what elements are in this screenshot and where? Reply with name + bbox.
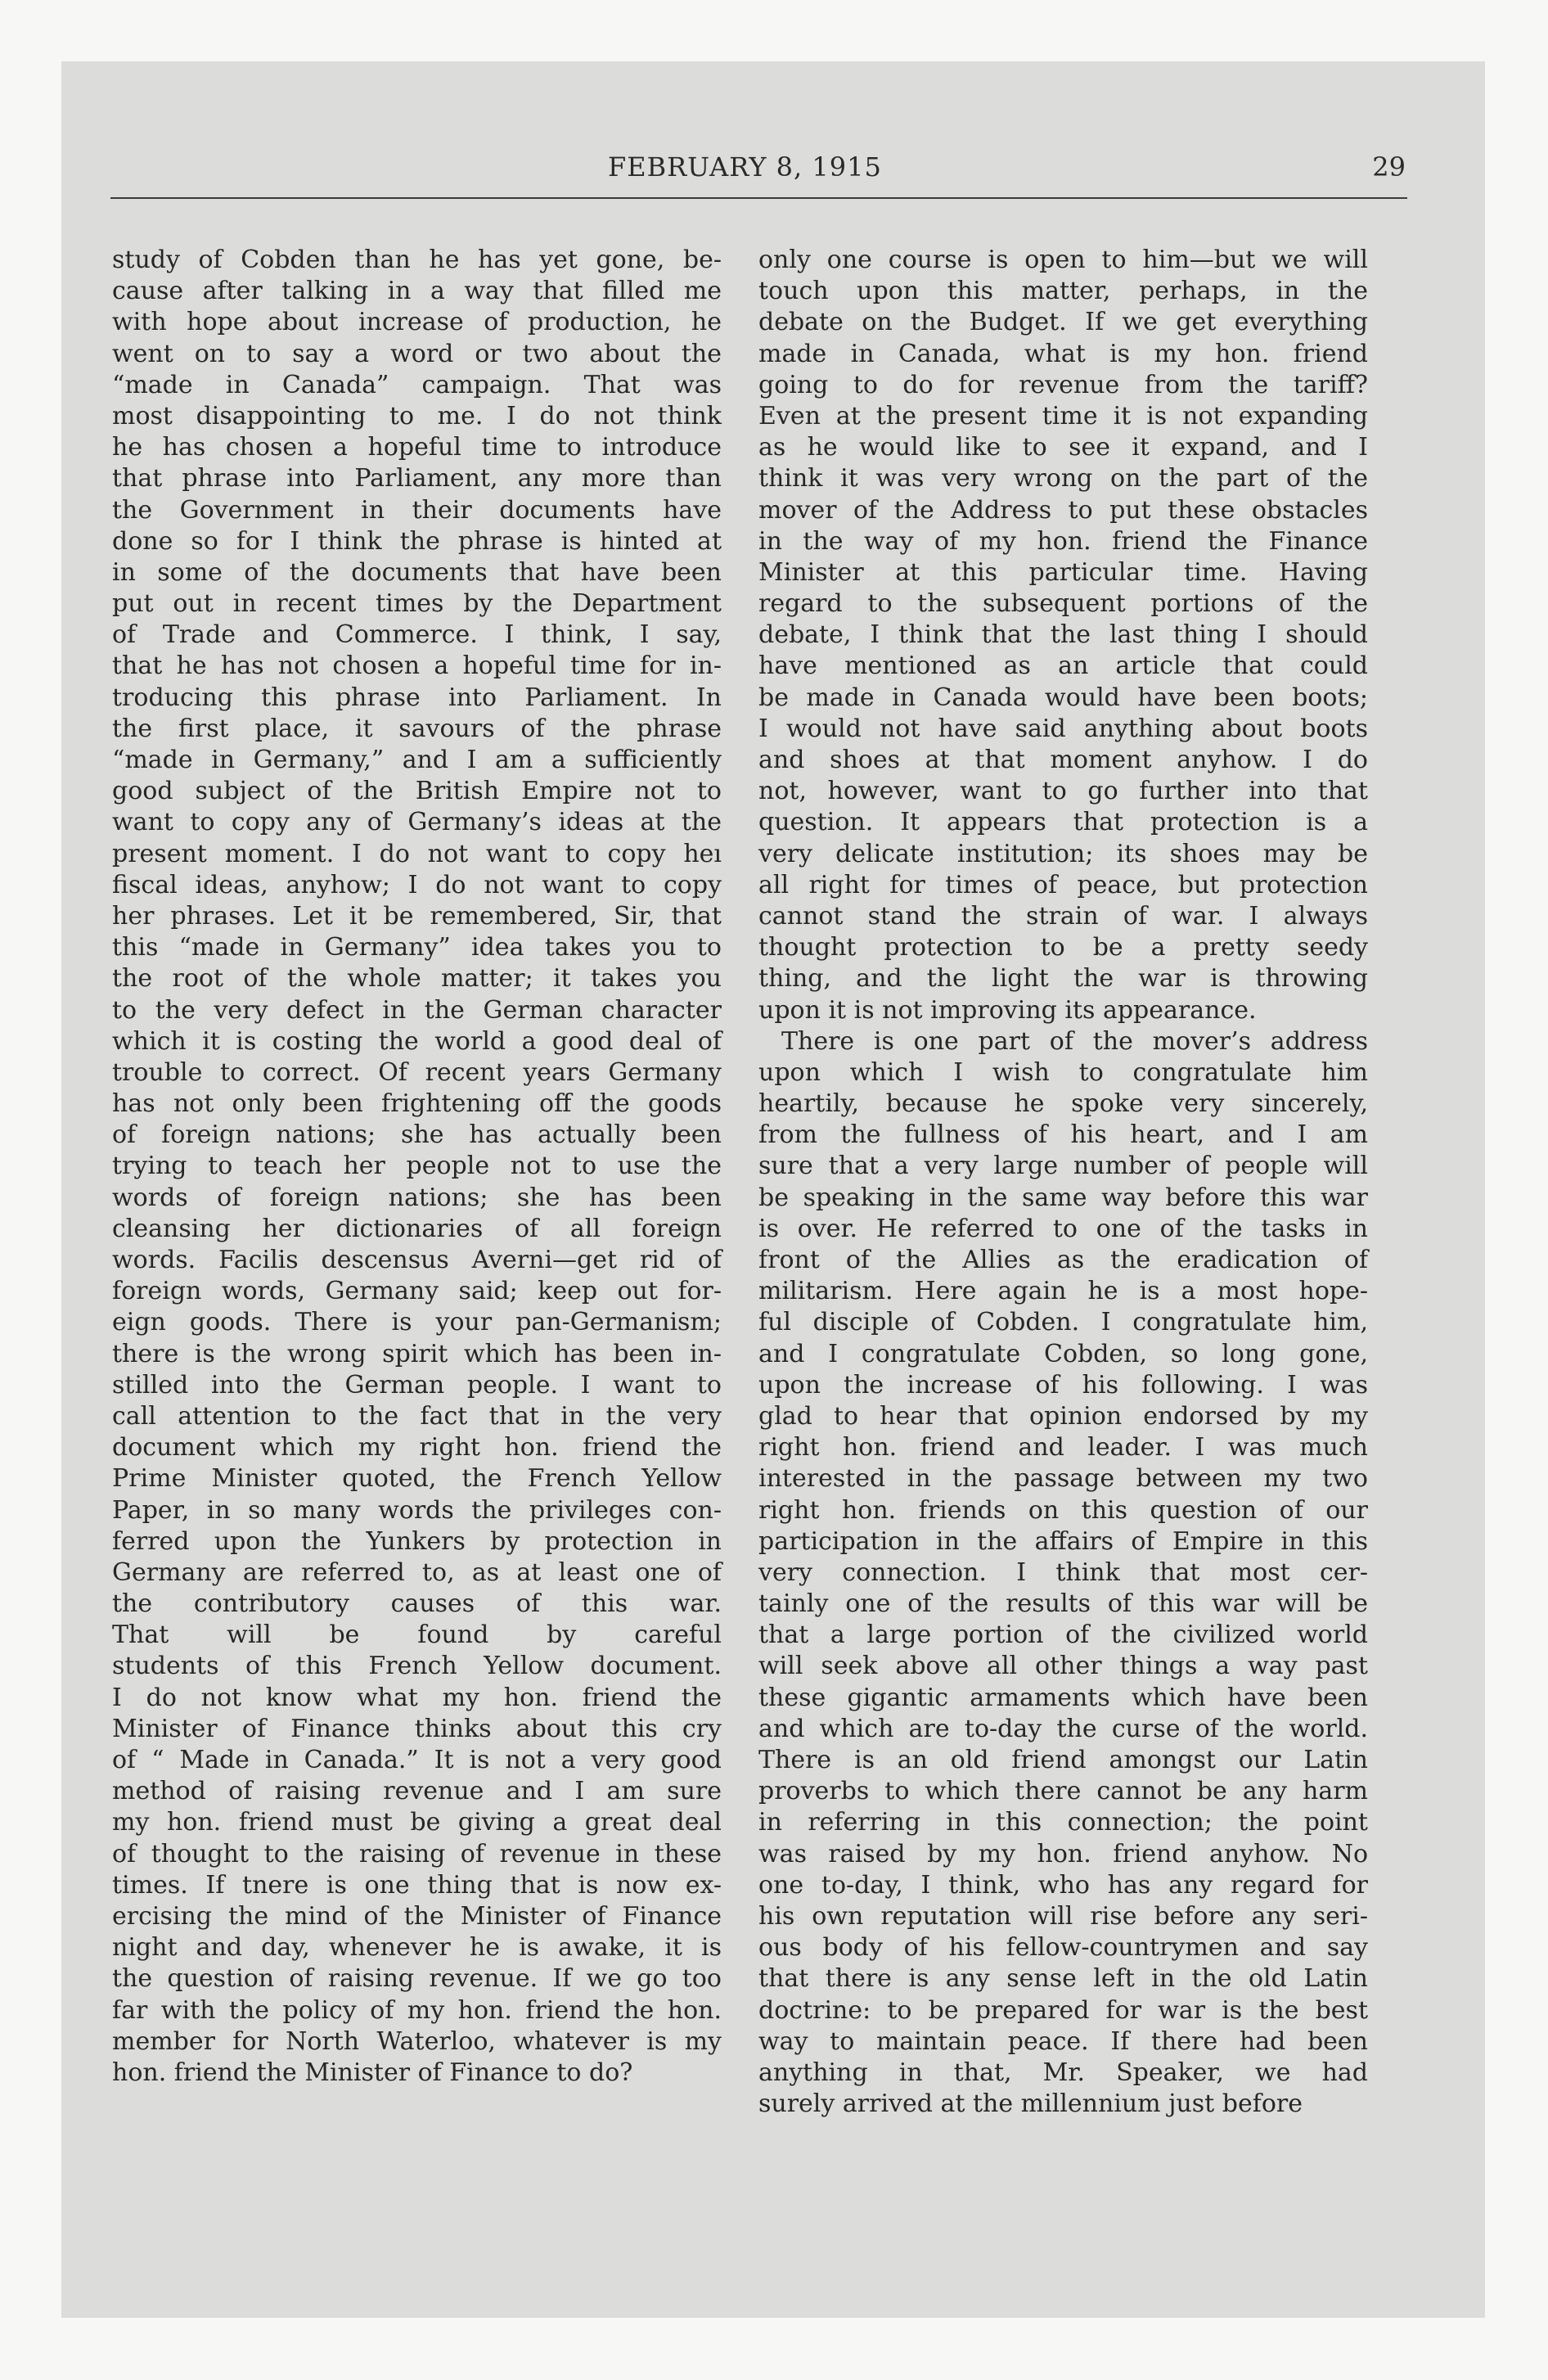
text-line: that there is any sense left in the old Latin: [758, 1964, 1368, 1994]
text-line: “made in Canada” campaign. That was: [112, 370, 722, 399]
text-line: was raised by my hon. friend anyhow. No: [758, 1839, 1368, 1868]
text-line: of thought to the raising of revenue in these: [112, 1839, 722, 1868]
text-line: thing, and the light the war is throwing: [758, 964, 1368, 994]
text-line: There is an old friend amongst our Latin: [758, 1746, 1368, 1774]
text-line: way to maintain peace. If there had been: [758, 2026, 1368, 2056]
text-line: tainly one of the results of this war will be: [758, 1589, 1368, 1619]
text-line: upon it is not improving its appearance.: [758, 995, 1257, 1025]
text-line: I do not know what my hon. friend the: [112, 1683, 722, 1712]
text-line: the root of the whole matter; it takes you: [112, 964, 722, 994]
page-date-title: FEBRUARY 8, 1915: [608, 151, 882, 183]
text-line: participation in the affairs of Empire in this: [758, 1526, 1368, 1556]
text-line: I would not have said anything about boots: [758, 714, 1368, 743]
text-line: cause after talking in a way that filled me: [112, 277, 722, 306]
text-line: upon the increase of his following. I was: [758, 1370, 1368, 1400]
text-line: the contributory causes of this war.: [112, 1589, 722, 1619]
text-line: went on to say a word or two about the: [112, 339, 722, 368]
text-line: words. Facilis descensus Averni—get rid of: [112, 1246, 722, 1274]
right-text-column: [758, 245, 1368, 2120]
text-line: troducing this phrase into Parliament. In: [112, 683, 722, 712]
text-line: proverbs to which there cannot be any harm: [758, 1777, 1368, 1806]
text-line: made in Canada, what is my hon. friend: [758, 339, 1368, 368]
text-line: cleansing her dictionaries of all foreign: [112, 1214, 722, 1243]
text-line: debate, I think that the last thing I should: [758, 620, 1368, 650]
text-line: think it was very wrong on the part of the: [758, 464, 1368, 494]
text-line: times. If tnere is one thing that is now ex-: [112, 1870, 722, 1900]
text-line: only one course is open to him—but we will: [758, 246, 1368, 274]
text-line: in referring in this connection; the point: [758, 1808, 1368, 1837]
text-line: with hope about increase of production, he: [112, 308, 722, 337]
text-line: to the very defect in the German character: [112, 995, 722, 1025]
text-line: and which are to-day the curse of the world.: [758, 1714, 1368, 1743]
text-line: stilled into the German people. I want to: [112, 1370, 722, 1400]
text-line: thought protection to be a pretty seedy: [758, 933, 1368, 962]
text-line: be made in Canada would have been boots;: [758, 683, 1368, 712]
running-header: [61, 151, 1485, 192]
text-line: his own reputation will rise before any seri-: [758, 1901, 1368, 1931]
text-line: in some of the documents that have been: [112, 557, 722, 587]
text-line: ferred upon the Yunkers by protection in: [112, 1526, 722, 1556]
text-line: that phrase into Parliament, any more than: [112, 464, 722, 494]
text-line: question. It appears that protection is a: [758, 808, 1368, 837]
text-line: interested in the passage between my two: [758, 1464, 1368, 1494]
text-line: upon which I wish to congratulate him: [758, 1057, 1368, 1087]
text-line: Even at the present time it is not expanding: [758, 401, 1368, 430]
page-number: 29: [1372, 151, 1406, 183]
text-line: have mentioned as an article that could: [758, 651, 1368, 681]
text-line: night and day, whenever he is awake, it is: [112, 1933, 722, 1963]
text-line: hon. friend the Minister of Finance to do?: [112, 2058, 633, 2087]
text-line: militarism. Here again he is a most hope-: [758, 1277, 1368, 1306]
text-line: that he has not chosen a hopeful time for in-: [112, 651, 722, 681]
text-line: touch upon this matter, perhaps, in the: [758, 277, 1368, 306]
text-line: very connection. I think that most cer-: [758, 1557, 1368, 1587]
text-line: students of this French Yellow document.: [112, 1652, 722, 1681]
header-rule: [110, 197, 1407, 199]
text-line: of “ Made in Canada.” It is not a very good: [112, 1746, 722, 1774]
text-line: and shoes at that moment anyhow. I do: [758, 746, 1368, 774]
text-line: member for North Waterloo, whatever is my: [112, 2026, 722, 2056]
text-line: which it is costing the world a good deal of: [112, 1026, 722, 1056]
text-line: debate on the Budget. If we get everything: [758, 308, 1368, 337]
text-line: will seek above all other things a way past: [758, 1652, 1368, 1681]
text-line: her phrases. Let it be remembered, Sir, that: [112, 901, 722, 931]
text-line: eign goods. There is your pan-Germanism;: [112, 1308, 722, 1337]
text-line: most disappointing to me. I do not think: [112, 401, 722, 430]
text-line: good subject of the British Empire not to: [112, 777, 722, 806]
text-line: trying to teach her people not to use the: [112, 1152, 722, 1181]
text-line: ous body of his fellow-countrymen and say: [758, 1933, 1368, 1963]
text-line: be speaking in the same way before this war: [758, 1183, 1368, 1212]
text-line: of foreign nations; she has actually been: [112, 1120, 722, 1150]
text-line: very delicate institution; its shoes may be: [758, 839, 1368, 868]
text-line: Minister of Finance thinks about this cry: [112, 1714, 722, 1743]
text-line: as he would like to see it expand, and I: [758, 433, 1368, 462]
text-line: Prime Minister quoted, the French Yellow: [112, 1464, 722, 1494]
text-line: Paper, in so many words the privileges con-: [112, 1495, 722, 1525]
text-line: right hon. friends on this question of our: [758, 1495, 1368, 1525]
text-line: all right for times of peace, but protection: [758, 870, 1368, 899]
text-line: heartily, because he spoke very sincerely,: [758, 1089, 1368, 1119]
text-line: glad to hear that opinion endorsed by my: [758, 1401, 1368, 1431]
text-line: has not only been frightening off the goods: [112, 1089, 722, 1119]
text-line: there is the wrong spirit which has been in-: [112, 1339, 722, 1368]
text-line: and I congratulate Cobden, so long gone,: [758, 1339, 1368, 1368]
text-line: front of the Allies as the eradication of: [758, 1246, 1368, 1274]
text-line: the question of raising revenue. If we go too: [112, 1964, 722, 1994]
text-line: the Government in their documents have: [112, 495, 722, 525]
text-line: anything in that, Mr. Speaker, we had: [758, 2058, 1368, 2087]
text-line: mover of the Address to put these obstacles: [758, 495, 1368, 525]
left-text-column: [112, 245, 722, 2089]
text-line: he has chosen a hopeful time to introduce: [112, 433, 722, 462]
text-line: words of foreign nations; she has been: [112, 1183, 722, 1212]
text-line: right hon. friend and leader. I was much: [758, 1433, 1368, 1463]
text-line: present moment. I do not want to copy heı: [112, 839, 722, 868]
text-line: is over. He referred to one of the tasks in: [758, 1214, 1368, 1243]
text-line: this “made in Germany” idea takes you to: [112, 933, 722, 962]
text-line: ercising the mind of the Minister of Finance: [112, 1901, 722, 1931]
text-line: put out in recent times by the Department: [112, 589, 722, 619]
text-line: fiscal ideas, anyhow; I do not want to copy: [112, 870, 722, 899]
text-line: There is one part of the mover’s address: [781, 1026, 1368, 1056]
text-line: Minister at this particular time. Having: [758, 557, 1368, 587]
text-line: ful disciple of Cobden. I congratulate him,: [758, 1308, 1368, 1337]
text-line: these gigantic armaments which have been: [758, 1683, 1368, 1712]
text-line: going to do for revenue from the tariff?: [758, 370, 1368, 399]
text-line: That will be found by careful: [112, 1620, 722, 1650]
text-line: foreign words, Germany said; keep out for-: [112, 1277, 722, 1306]
text-line: regard to the subsequent portions of the: [758, 589, 1368, 619]
text-line: my hon. friend must be giving a great deal: [112, 1808, 722, 1837]
text-line: cannot stand the strain of war. I always: [758, 901, 1368, 931]
text-line: in the way of my hon. friend the Finance: [758, 526, 1368, 556]
text-line: trouble to correct. Of recent years Germany: [112, 1057, 722, 1087]
text-line: far with the policy of my hon. friend the hon.: [112, 1995, 722, 2025]
text-line: surely arrived at the millennium just before: [758, 2089, 1303, 2119]
text-line: sure that a very large number of people will: [758, 1152, 1368, 1181]
text-line: the first place, it savours of the phrase: [112, 714, 722, 743]
text-line: done so for I think the phrase is hinted at: [112, 526, 722, 556]
text-line: of Trade and Commerce. I think, I say,: [112, 620, 722, 650]
text-line: method of raising revenue and I am sure: [112, 1777, 722, 1806]
text-line: that a large portion of the civilized world: [758, 1620, 1368, 1650]
text-line: one to-day, I think, who has any regard for: [758, 1870, 1368, 1900]
text-line: from the fullness of his heart, and I am: [758, 1120, 1368, 1150]
text-line: call attention to the fact that in the very: [112, 1401, 722, 1431]
text-line: document which my right hon. friend the: [112, 1433, 722, 1463]
scanned-page: [61, 61, 1485, 2318]
text-line: not, however, want to go further into that: [758, 777, 1368, 806]
text-line: “made in Germany,” and I am a sufficiently: [112, 746, 722, 774]
text-line: study of Cobden than he has yet gone, be-: [112, 246, 722, 274]
text-line: Germany are referred to, as at least one of: [112, 1557, 722, 1587]
text-line: doctrine: to be prepared for war is the best: [758, 1995, 1368, 2025]
text-line: want to copy any of Germany’s ideas at the: [112, 808, 722, 837]
